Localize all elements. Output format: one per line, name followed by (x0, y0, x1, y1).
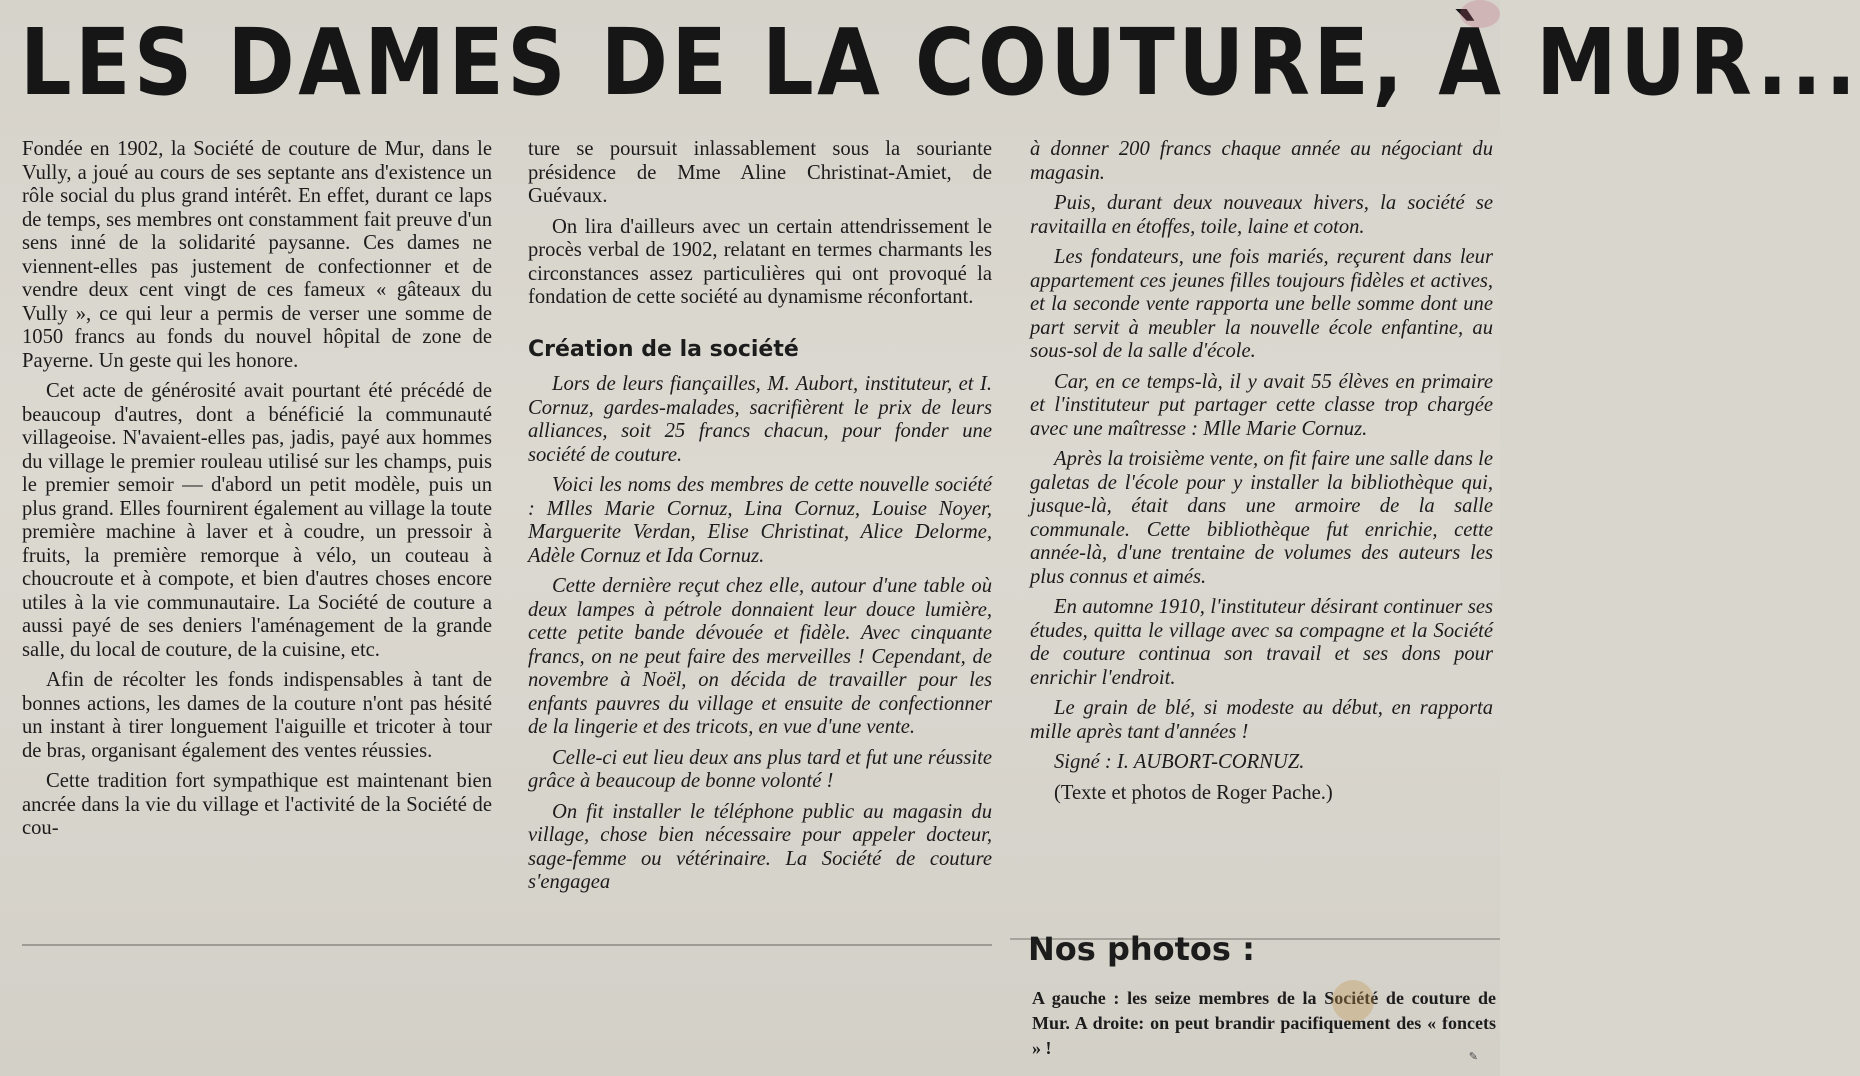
paragraph: ture se poursuit inlassablement sous la souriante présidence de Mme Aline Christinat-Amiet, de Guévaux. (528, 138, 992, 207)
article-column-1 (22, 138, 492, 848)
paper-stain (1460, 0, 1500, 28)
paragraph: Celle-ci eut lieu deux ans plus tard et fut une réussite grâce à beaucoup de bonne volonté ! (528, 746, 992, 792)
photo-caption: A gauche : les seize membres de la Société de couture de Mur. A droite: on peut brandir pacifiquement des « foncets » ! (1032, 988, 1496, 1058)
paragraph: Fondée en 1902, la Société de couture de Mur, dans le Vully, a joué au cours de ses septante ans d'existence un rôle social du plus grand intérêt. En effet, durant ce laps de temps, ses membres ont constamment fait preuve d'un sens inné de la solidarité paysanne. Ces dames ne viennent-elles pas justement de confectionner et de vendre deux cent vingt de ces fameux « gâteaux du Vully », ce qui leur a permis de verser une somme de 1050 francs au fonds du nouvel hôpital de zone de Payerne. Un geste qui les honore. (22, 138, 492, 372)
paragraph: Voici les noms des membres de cette nouvelle société : Mlles Marie Cornuz, Lina Cornuz, Louise Noyer, Marguerite Verdan, Elise Christinat, Alice Delorme, Adèle Cornuz et Ida Cornuz. (528, 474, 992, 567)
paper-stain (1332, 980, 1374, 1022)
paragraph: à donner 200 francs chaque année au négociant du magasin. (1030, 138, 1493, 184)
paragraph: Cette dernière reçut chez elle, autour d'une table où deux lampes à pétrole donnaient leur douce lumière, cette petite bande dévouée et fidèle. Avec cinquante francs, on ne peut faire des merveilles ! Cependant, de novembre à Noël, on décida de travailler pour les enfants pauvres du village et ensuite de confectionner de la lingerie et des tricots, en vue d'une vente. (528, 575, 992, 738)
paragraph: Lors de leurs fiançailles, M. Aubort, instituteur, et I. Cornuz, gardes-malades, sacrifièrent le prix de leurs alliances, soit 25 francs chacun, pour fonder une société de couture. (528, 373, 992, 466)
corner-mark-icon: ✎ (1468, 1051, 1478, 1063)
headline: LES DAMES DE LA COUTURE, À MUR... (20, 9, 1860, 116)
paper-fold-line (22, 944, 992, 946)
author-signature: Signé : I. AUBORT-CORNUZ. (1054, 751, 1305, 773)
paragraph: On lira d'ailleurs avec un certain attendrissement le procès verbal de 1902, relatant en termes charmants les circonstances assez particulières qui ont provoqué la fondation de cette société au dynamisme réconfortant. (528, 215, 992, 308)
paragraph: Après la troisième vente, on fit faire une salle dans le galetas de l'école pour y installer la bibliothèque qui, jusque-là, était dans une armoire de la salle communale. Cette bibliothèque fut enrichie, cette année-là, d'une trentaine de volumes des auteurs les plus connus et aimés. (1030, 448, 1493, 588)
paragraph: On fit installer le téléphone public au magasin du village, chose bien nécessaire pour appeler docteur, sage-femme ou vétérinaire. La Société de couture s'engagea (528, 800, 992, 893)
paragraph: Puis, durant deux nouveaux hivers, la société se ravitailla en étoffes, toile, laine et coton. (1030, 192, 1493, 238)
section-subheading: Création de la société (528, 336, 799, 362)
photos-heading: Nos photos : (1028, 930, 1255, 968)
photo-credit: (Texte et photos de Roger Pache.) (1054, 781, 1333, 804)
paragraph: En automne 1910, l'instituteur désirant continuer ses études, quitta le village avec sa compagne et la Société de couture continua son travail et ses dons pour enrichir l'endroit. (1030, 596, 1493, 689)
article-column-3 (1030, 138, 1493, 812)
paragraph: Afin de récolter les fonds indispensables à tant de bonnes actions, les dames de la couture n'ont pas hésité un instant à tirer longuement l'aiguille et tricoter à tour de bras, organisant également des ventes réussies. (22, 669, 492, 762)
paragraph: Cette tradition fort sympathique est maintenant bien ancrée dans la vie du village et l'activité de la Société de cou- (22, 770, 492, 839)
article-column-2 (528, 138, 992, 902)
paragraph: Car, en ce temps-là, il y avait 55 élèves en primaire et l'instituteur put partager cette classe trop chargée avec une maîtresse : Mlle Marie Cornuz. (1030, 370, 1493, 440)
paragraph: Les fondateurs, une fois mariés, reçurent dans leur appartement ces jeunes filles toujours fidèles et actives, et la seconde vente rapporta une belle somme dont une part servit à meubler la nouvelle école enfantine, au sous-sol de la salle d'école. (1030, 246, 1493, 362)
paragraph: Cet acte de générosité avait pourtant été précédé de beaucoup d'autres, dont a bénéficié la communauté villageoise. N'avaient-elles pas, jadis, payé aux hommes du village le premier rouleau utilisé sur les champs, puis le premier semoir — d'abord un petit modèle, puis un plus grand. Elles fournirent également au village la toute première machine à laver et à coudre, un pressoir à fruits, la première remorque à vélo, un couteau à choucroute et à compote, et bien d'autres choses encore utiles à la vie communautaire. La Société de couture a aussi payé de ses deniers l'aménagement de la grande salle, du local de couture, de la cuisine, etc. (22, 380, 492, 661)
paragraph: Le grain de blé, si modeste au début, en rapporta mille après tant d'années ! (1030, 697, 1493, 743)
